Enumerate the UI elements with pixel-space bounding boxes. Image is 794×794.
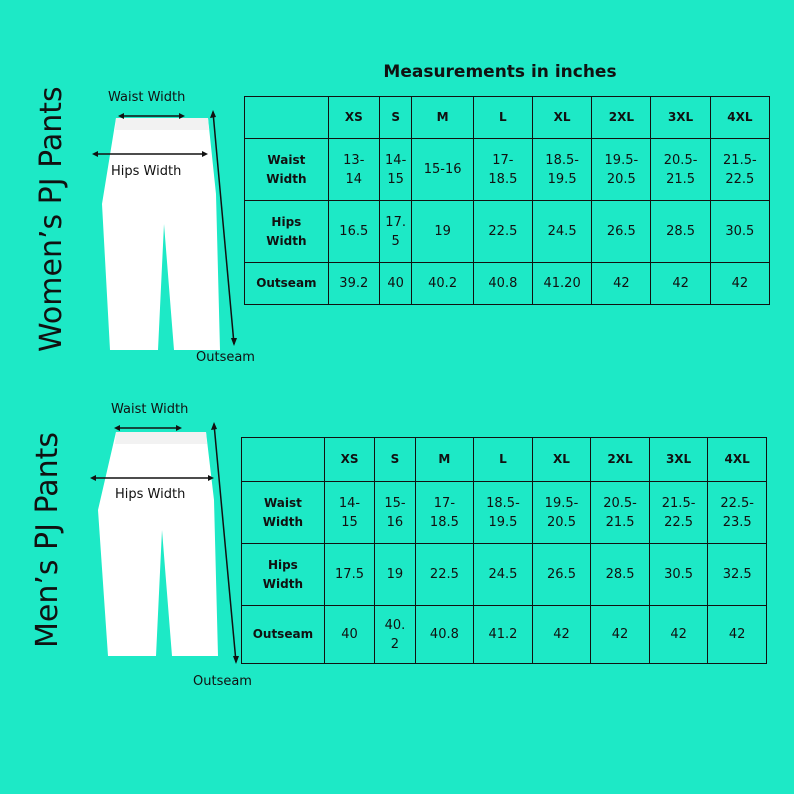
table-cell: 41.20 <box>533 263 592 305</box>
row-header: Hips Width <box>245 201 329 263</box>
women-waist-label: Waist Width <box>108 90 186 105</box>
size-header: 3XL <box>649 438 708 482</box>
size-header: M <box>415 438 474 482</box>
women-size-table <box>244 96 770 305</box>
table-cell: 24.5 <box>474 544 533 606</box>
table-cell: 20.5- 21.5 <box>591 482 650 544</box>
table-cell: 15- 16 <box>375 482 415 544</box>
table-cell: 14- 15 <box>379 139 412 201</box>
table-cell: 42 <box>532 606 591 664</box>
size-header: L <box>474 438 533 482</box>
table-cell: 30.5 <box>649 544 708 606</box>
table-cell: 41.2 <box>474 606 533 664</box>
table-row <box>245 201 770 263</box>
table-cell: 17.5 <box>324 544 374 606</box>
table-cell: 40. 2 <box>375 606 415 664</box>
men-size-table <box>241 437 767 664</box>
table-cell: 26.5 <box>532 544 591 606</box>
size-header: XL <box>533 97 592 139</box>
table-cell: 40.8 <box>473 263 532 305</box>
table-row <box>242 482 767 544</box>
table-cell: 18.5- 19.5 <box>474 482 533 544</box>
men-section-title: Men’s PJ Pants <box>30 431 65 648</box>
men-pants-diagram <box>84 420 244 670</box>
table-row <box>242 606 767 664</box>
table-cell: 32.5 <box>708 544 767 606</box>
corner-cell <box>242 438 325 482</box>
women-hips-label: Hips Width <box>111 164 182 179</box>
table-row <box>245 263 770 305</box>
table-cell: 21.5- 22.5 <box>710 139 769 201</box>
table-row <box>245 139 770 201</box>
table-cell: 19 <box>412 201 473 263</box>
table-cell: 22.5 <box>415 544 474 606</box>
table-cell: 19.5- 20.5 <box>592 139 651 201</box>
measurements-heading: Measurements in inches <box>383 62 617 82</box>
women-pants-diagram <box>88 104 248 364</box>
table-cell: 42 <box>651 263 710 305</box>
table-cell: 42 <box>710 263 769 305</box>
table-cell: 20.5- 21.5 <box>651 139 710 201</box>
table-cell: 14- 15 <box>324 482 374 544</box>
size-header: L <box>473 97 532 139</box>
table-cell: 28.5 <box>651 201 710 263</box>
table-cell: 22.5- 23.5 <box>708 482 767 544</box>
size-header: 3XL <box>651 97 710 139</box>
men-hips-label: Hips Width <box>115 487 186 502</box>
table-cell: 30.5 <box>710 201 769 263</box>
size-header: 4XL <box>708 438 767 482</box>
table-cell: 42 <box>591 606 650 664</box>
table-cell: 17. 5 <box>379 201 412 263</box>
size-header: S <box>379 97 412 139</box>
size-header: 2XL <box>591 438 650 482</box>
men-outseam-label: Outseam <box>193 674 252 689</box>
table-cell: 24.5 <box>533 201 592 263</box>
table-cell: 17- 18.5 <box>415 482 474 544</box>
table-cell: 42 <box>649 606 708 664</box>
row-header: Waist Width <box>242 482 325 544</box>
table-cell: 28.5 <box>591 544 650 606</box>
table-cell: 15-16 <box>412 139 473 201</box>
table-cell: 39.2 <box>328 263 379 305</box>
women-header-row <box>245 97 770 139</box>
women-outseam-label: Outseam <box>196 350 255 365</box>
size-header: 4XL <box>710 97 769 139</box>
row-header: Outseam <box>245 263 329 305</box>
table-cell: 21.5- 22.5 <box>649 482 708 544</box>
table-cell: 42 <box>592 263 651 305</box>
table-cell: 13- 14 <box>328 139 379 201</box>
row-header: Waist Width <box>245 139 329 201</box>
men-waist-label: Waist Width <box>111 402 189 417</box>
table-cell: 19 <box>375 544 415 606</box>
row-header: Outseam <box>242 606 325 664</box>
size-header: S <box>375 438 415 482</box>
corner-cell <box>245 97 329 139</box>
table-cell: 42 <box>708 606 767 664</box>
size-header: M <box>412 97 473 139</box>
table-row <box>242 544 767 606</box>
table-cell: 18.5- 19.5 <box>533 139 592 201</box>
table-cell: 40 <box>324 606 374 664</box>
row-header: Hips Width <box>242 544 325 606</box>
table-cell: 40.8 <box>415 606 474 664</box>
table-cell: 19.5- 20.5 <box>532 482 591 544</box>
table-cell: 40.2 <box>412 263 473 305</box>
size-header: 2XL <box>592 97 651 139</box>
table-cell: 22.5 <box>473 201 532 263</box>
men-header-row <box>242 438 767 482</box>
size-header: XS <box>328 97 379 139</box>
women-section-title: Women’s PJ Pants <box>34 86 69 352</box>
size-header: XS <box>324 438 374 482</box>
table-cell: 16.5 <box>328 201 379 263</box>
table-cell: 26.5 <box>592 201 651 263</box>
table-cell: 40 <box>379 263 412 305</box>
size-header: XL <box>532 438 591 482</box>
table-cell: 17- 18.5 <box>473 139 532 201</box>
